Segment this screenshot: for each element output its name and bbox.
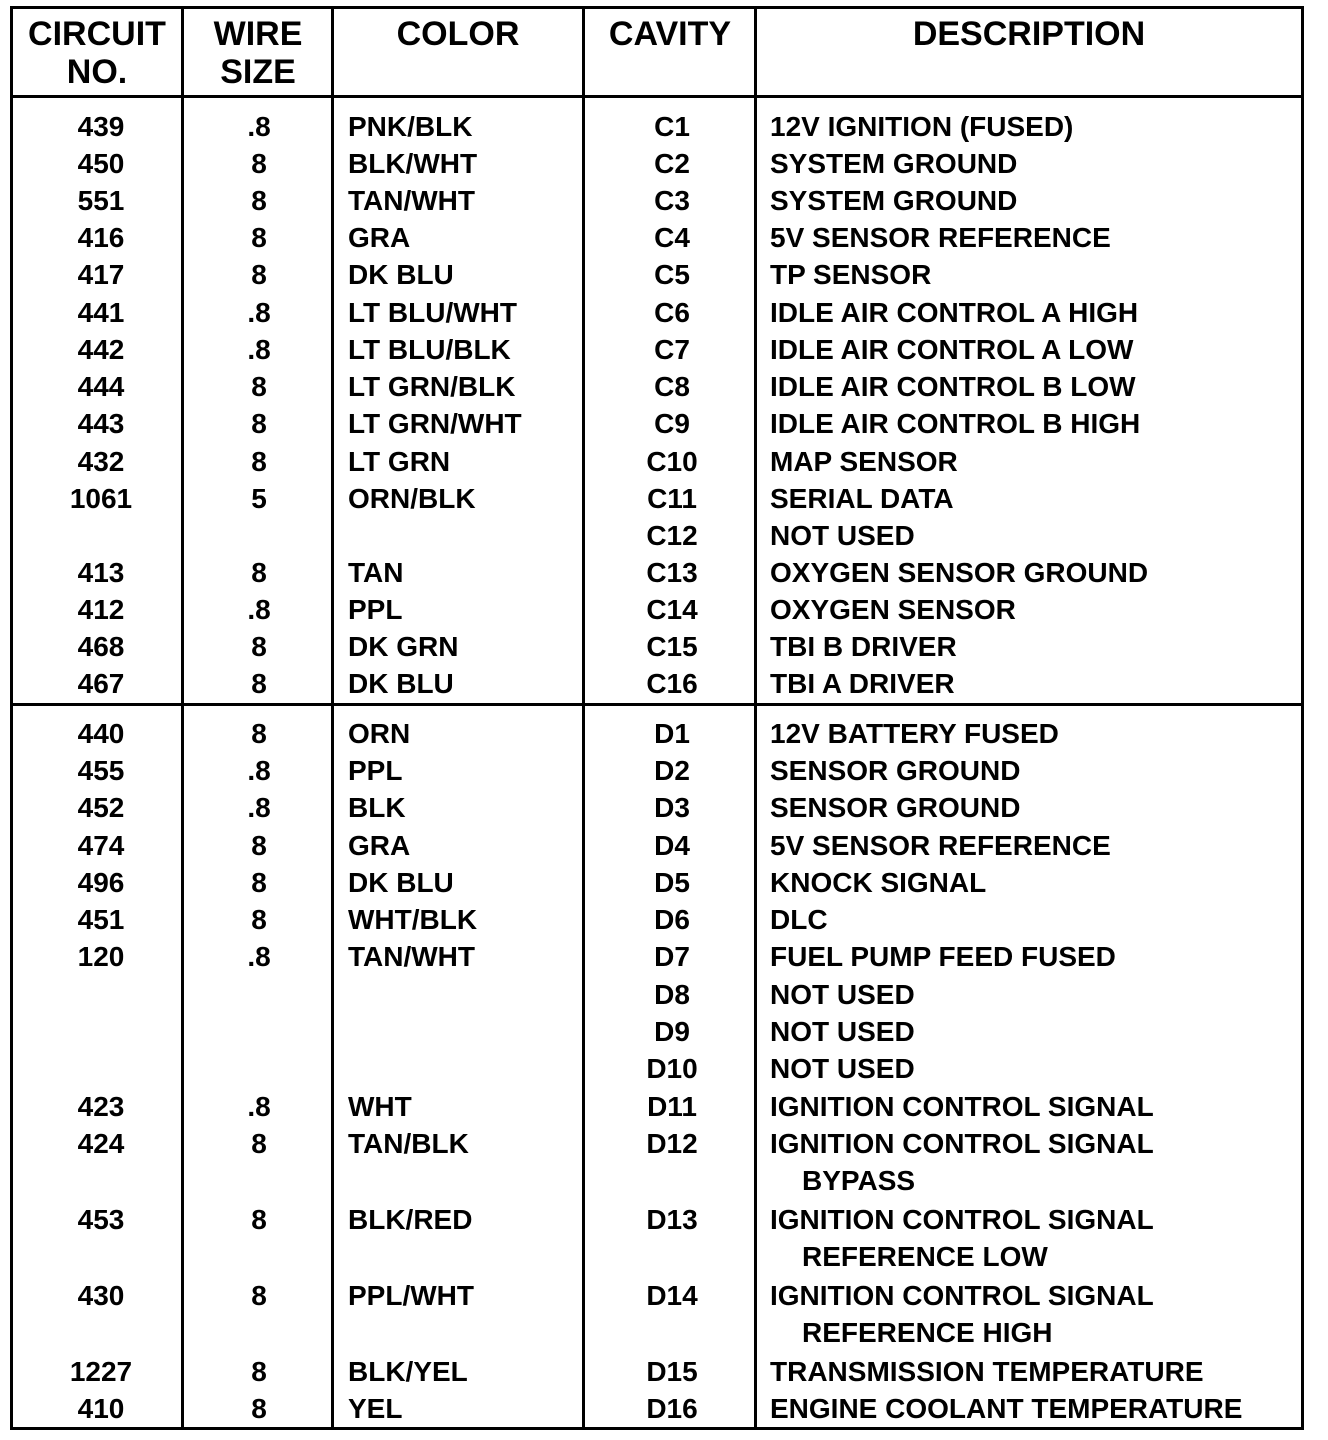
wire-size: 8 [251,371,267,402]
description: IDLE AIR CONTROL B HIGH [770,408,1141,439]
wire-size: .8 [247,594,271,625]
wire-color: ORN/BLK [348,483,476,514]
wire-color: BLK/RED [348,1204,473,1235]
cavity: D11 [647,1091,697,1122]
circuit-number: 412 [77,594,125,625]
circuit-number: 453 [77,1204,125,1235]
wire-size: 8 [251,718,267,749]
circuit-number: 423 [77,1091,125,1122]
circuit-number: 410 [77,1393,125,1424]
header-wire-size [184,15,332,91]
circuit-number: 1061 [69,483,133,514]
wire-size: 8 [251,259,267,290]
circuit-number: 120 [77,941,125,972]
cavity: D14 [646,1280,698,1311]
wire-color: PNK/BLK [348,111,473,142]
description: MAP SENSOR [770,446,958,477]
cavity: D4 [654,830,690,861]
cavity: C8 [654,371,690,402]
circuit-number: 440 [77,718,125,749]
wire-size: 8 [251,1393,267,1424]
circuit-number: 413 [77,557,125,588]
description: IGNITION CONTROL SIGNAL [770,1091,1154,1122]
wire-color: TAN/BLK [348,1128,469,1159]
wire-size: .8 [247,334,271,365]
cavity: C5 [654,259,690,290]
wire-color: LT GRN/BLK [348,371,516,402]
header-cavity: CAVITY [608,15,732,53]
header-divider [13,95,1301,98]
wire-size: 8 [251,668,267,699]
wire-color: TAN/WHT [348,185,475,216]
description-continuation: REFERENCE HIGH [802,1317,1053,1348]
wire-color: ORN [348,718,411,749]
description: IDLE AIR CONTROL A LOW [770,334,1134,365]
wire-size: 8 [251,148,267,179]
cavity: C15 [646,631,698,662]
cavity: C14 [646,594,698,625]
cavity: D12 [646,1128,698,1159]
wire-size: 8 [251,557,267,588]
cavity: C9 [654,408,690,439]
circuit-number: 416 [77,222,125,253]
wire-size: .8 [247,111,271,142]
wire-size: .8 [247,755,271,786]
description: DLC [770,904,828,935]
description: IDLE AIR CONTROL B LOW [770,371,1136,402]
description: NOT USED [770,1053,915,1084]
wire-color: DK BLU [348,668,454,699]
wire-color: PPL [348,755,403,786]
description: IDLE AIR CONTROL A HIGH [770,297,1139,328]
wire-size: 8 [251,1128,267,1159]
wire-size: 8 [251,631,267,662]
section-divider [13,703,1301,706]
description-continuation: BYPASS [802,1165,916,1196]
cavity: D13 [646,1204,698,1235]
cavity: D1 [654,718,690,749]
cavity: D3 [654,792,690,823]
cavity: D8 [654,979,690,1010]
description: KNOCK SIGNAL [770,867,987,898]
header-description: DESCRIPTION [912,15,1146,53]
circuit-number: 450 [77,148,125,179]
description: SYSTEM GROUND [770,148,1018,179]
description: OXYGEN SENSOR GROUND [770,557,1149,588]
description: 5V SENSOR REFERENCE [770,222,1111,253]
circuit-number: 432 [77,446,125,477]
wire-size: 8 [251,185,267,216]
wire-size: 8 [251,1204,267,1235]
circuit-number: 443 [77,408,125,439]
wire-color: TAN [348,557,404,588]
wire-color: YEL [348,1393,403,1424]
wire-color: TAN/WHT [348,941,475,972]
wire-color: DK BLU [348,867,454,898]
description: FUEL PUMP FEED FUSED [770,941,1116,972]
wire-color: BLK/WHT [348,148,478,179]
description: TRANSMISSION TEMPERATURE [770,1356,1204,1387]
wire-size: 8 [251,222,267,253]
circuit-number: 442 [77,334,125,365]
cavity: C13 [646,557,698,588]
description: OXYGEN SENSOR [770,594,1016,625]
wire-size: 8 [251,830,267,861]
wire-color: WHT/BLK [348,904,478,935]
circuit-number: 424 [77,1128,125,1159]
cavity: D15 [646,1356,698,1387]
circuit-number: 468 [77,631,125,662]
wire-size: 8 [251,1356,267,1387]
description: IGNITION CONTROL SIGNAL [770,1204,1154,1235]
cavity: D9 [654,1016,690,1047]
circuit-number: 430 [77,1280,125,1311]
description: TP SENSOR [770,259,932,290]
description-continuation: REFERENCE LOW [802,1241,1048,1272]
circuit-number: 439 [77,111,125,142]
description: SENSOR GROUND [770,755,1021,786]
wire-color: BLK/YEL [348,1356,468,1387]
wire-size: 8 [251,408,267,439]
header-wire-line1: WIRE [213,15,303,53]
description: 12V BATTERY FUSED [770,718,1059,749]
description: SYSTEM GROUND [770,185,1018,216]
wire-size: .8 [247,792,271,823]
wire-size: .8 [247,941,271,972]
circuit-number: 1227 [69,1356,133,1387]
cavity: C1 [654,111,690,142]
circuit-number: 451 [77,904,125,935]
description: NOT USED [770,520,915,551]
cavity: C16 [646,668,698,699]
wire-size: .8 [247,1091,271,1122]
cavity: C3 [654,185,690,216]
wire-size: 5 [251,483,267,514]
cavity: C10 [646,446,698,477]
description: NOT USED [770,979,915,1010]
header-circuit-line1: CIRCUIT [28,15,166,53]
circuit-number: 455 [77,755,125,786]
description: SERIAL DATA [770,483,954,514]
circuit-number: 417 [77,259,125,290]
cavity: D6 [654,904,690,935]
circuit-number: 452 [77,792,125,823]
wire-color: DK BLU [348,259,454,290]
wire-size: 8 [251,867,267,898]
wire-color: LT GRN [348,446,451,477]
wire-size: 8 [251,446,267,477]
circuit-number: 474 [77,830,125,861]
circuit-number: 551 [77,185,125,216]
description: 5V SENSOR REFERENCE [770,830,1111,861]
wire-color: LT BLU/WHT [348,297,517,328]
wire-size: .8 [247,297,271,328]
wire-color: BLK [348,792,406,823]
description: SENSOR GROUND [770,792,1021,823]
wire-color: LT BLU/BLK [348,334,511,365]
wire-color: PPL/WHT [348,1280,474,1311]
column-divider [181,9,184,1427]
cavity: D7 [654,941,690,972]
header-circuit-no [13,15,181,91]
header-circuit-line2: NO. [66,53,128,91]
cavity: C11 [647,483,697,514]
cavity: D2 [654,755,690,786]
cavity: D5 [654,867,690,898]
description: NOT USED [770,1016,915,1047]
cavity: C12 [646,520,698,551]
wire-color: PPL [348,594,403,625]
wire-color: WHT [348,1091,412,1122]
wire-color: DK GRN [348,631,459,662]
description: TBI A DRIVER [770,668,955,699]
description: IGNITION CONTROL SIGNAL [770,1280,1154,1311]
cavity: C4 [654,222,690,253]
circuit-number: 467 [77,668,125,699]
circuit-number: 496 [77,867,125,898]
wire-size: 8 [251,904,267,935]
header-color: COLOR [396,15,520,53]
description: TBI B DRIVER [770,631,957,662]
cavity: C7 [654,334,690,365]
header-wire-line2: SIZE [220,53,296,91]
wire-size: 8 [251,1280,267,1311]
wire-color: GRA [348,222,411,253]
wire-color: LT GRN/WHT [348,408,522,439]
cavity: D10 [646,1053,698,1084]
description: 12V IGNITION (FUSED) [770,111,1074,142]
description: IGNITION CONTROL SIGNAL [770,1128,1154,1159]
circuit-number: 444 [77,371,125,402]
cavity: C2 [654,148,690,179]
description: ENGINE COOLANT TEMPERATURE [770,1393,1243,1424]
circuit-number: 441 [77,297,125,328]
wire-color: GRA [348,830,411,861]
cavity: D16 [646,1393,698,1424]
cavity: C6 [654,297,690,328]
wiring-table [10,6,1304,1430]
